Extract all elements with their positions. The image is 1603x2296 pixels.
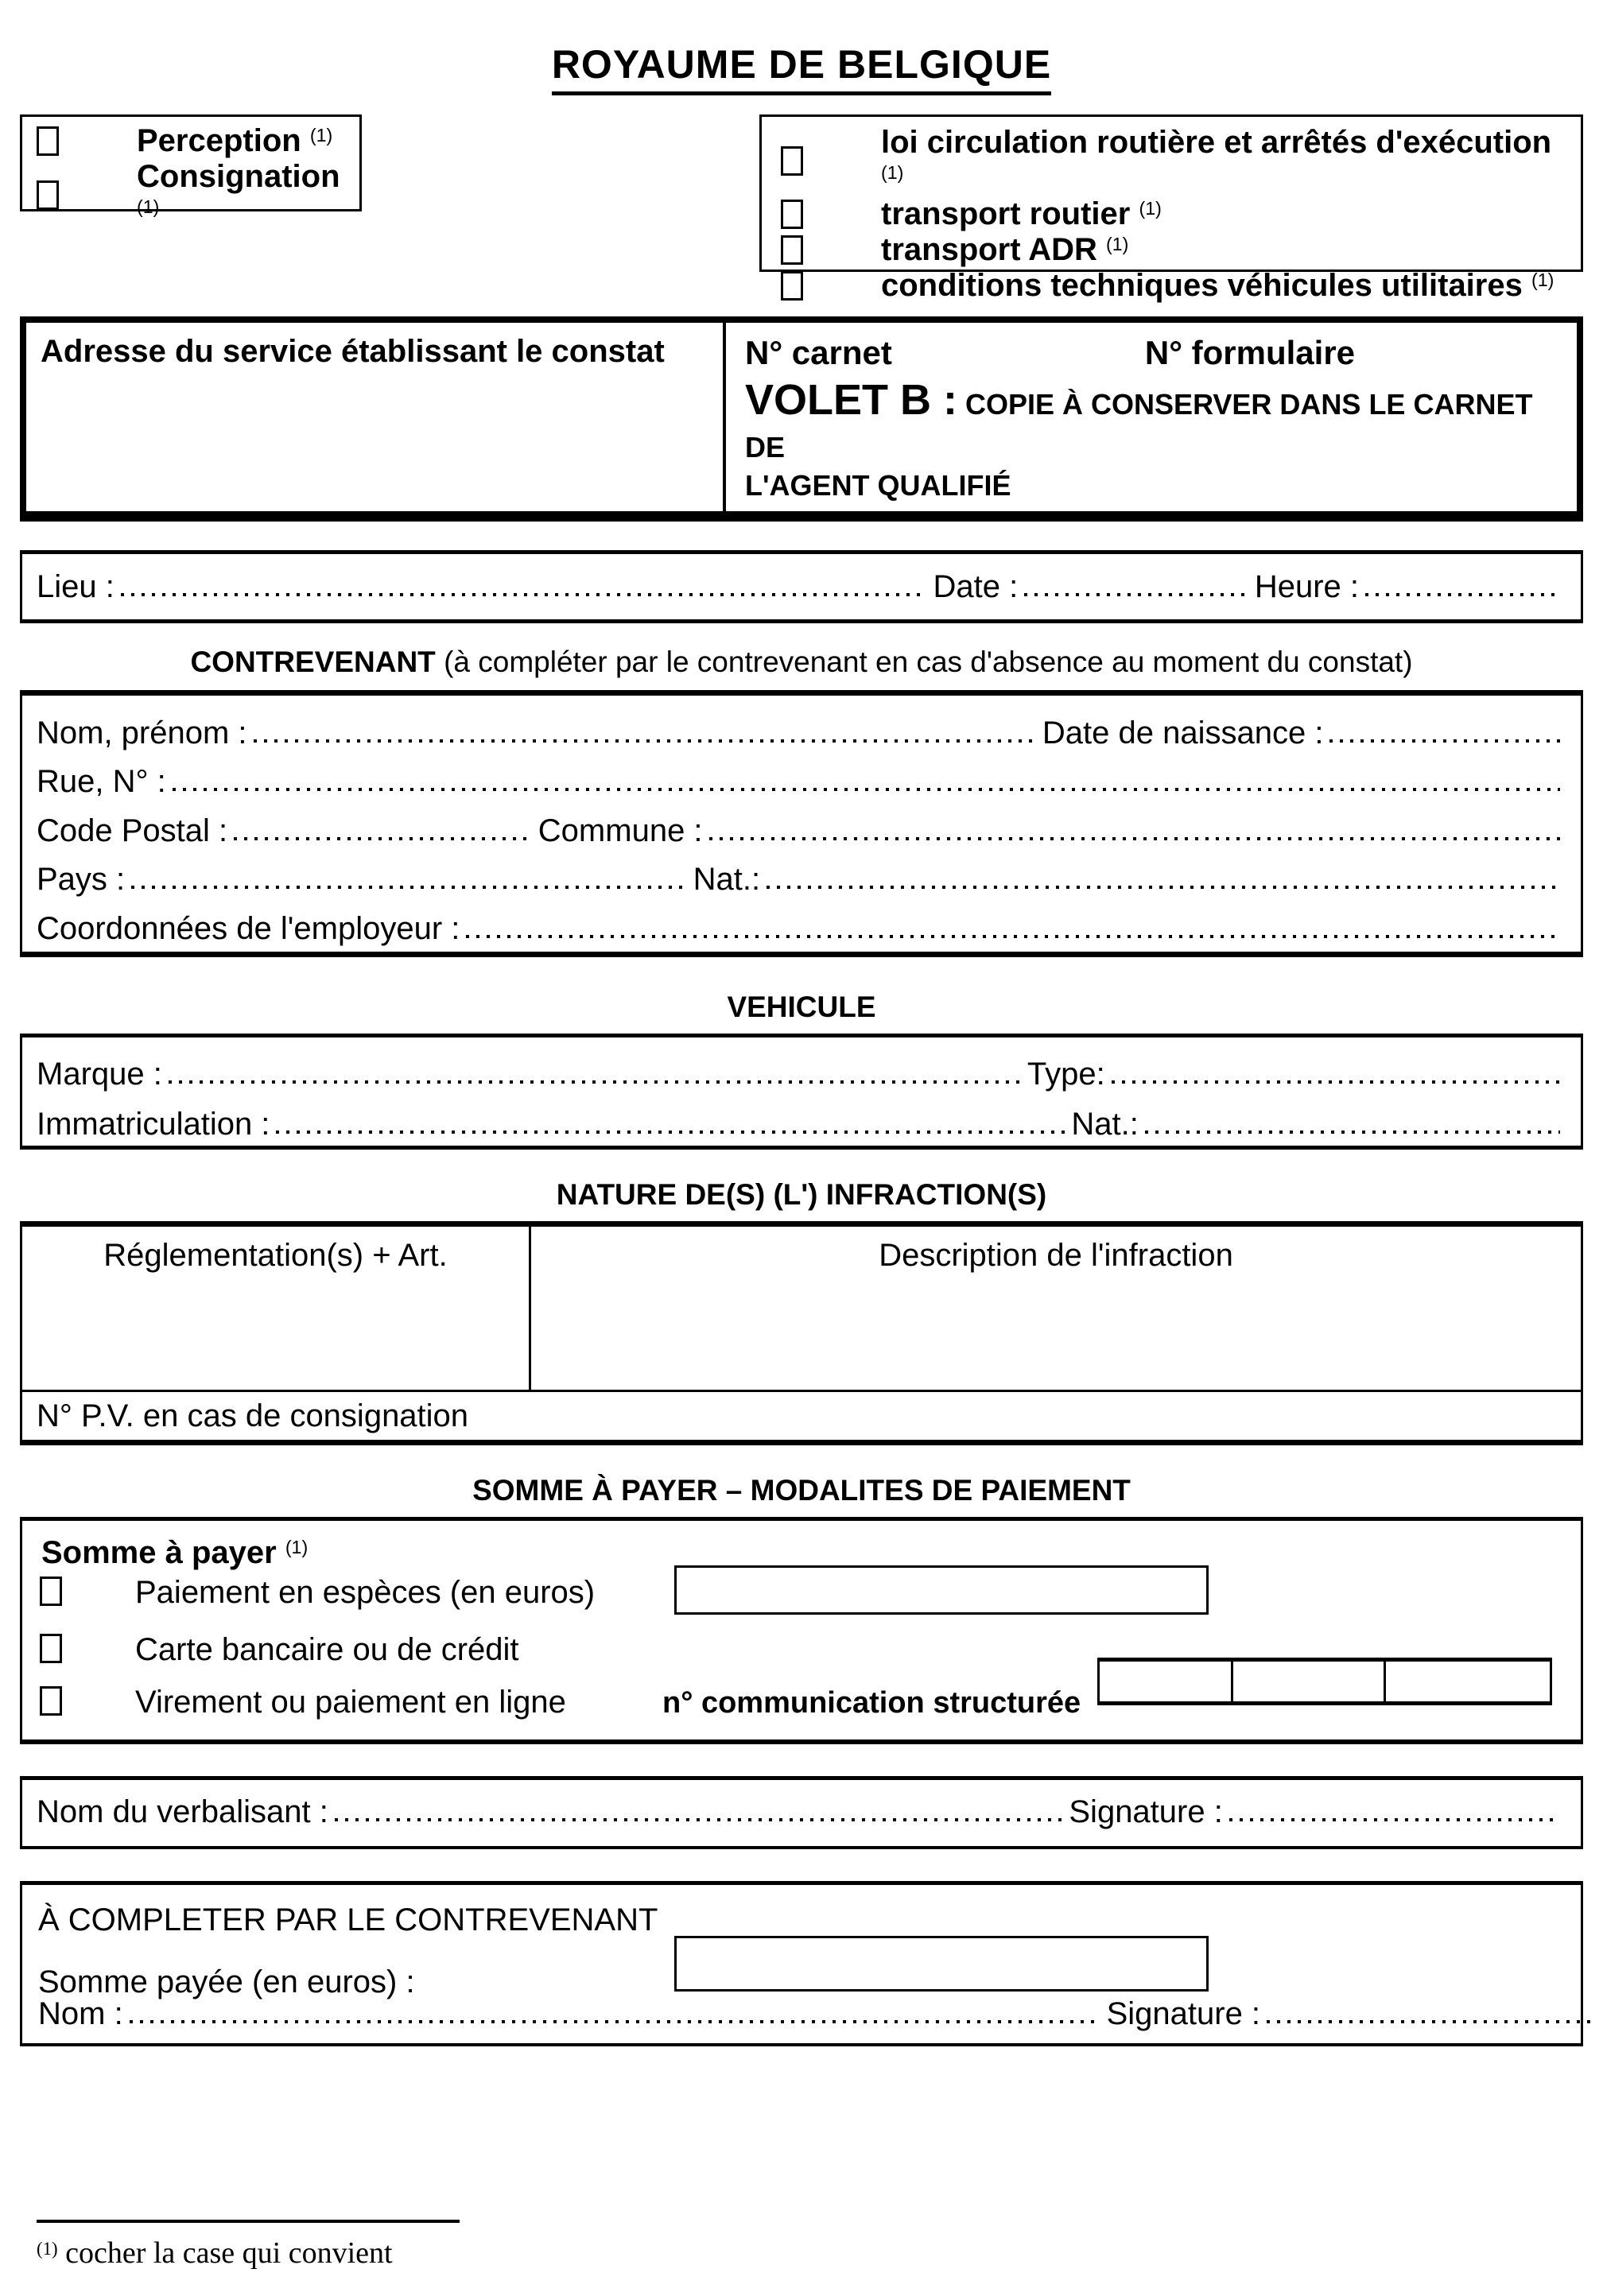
commune-label: Commune :	[538, 813, 703, 848]
circulation-label	[881, 125, 1581, 196]
consignation-checkbox[interactable]	[37, 180, 59, 210]
verbalisant-signature-label: Signature :	[1069, 1794, 1223, 1829]
infractions-table	[20, 1221, 1583, 1445]
type-field-line[interactable]	[1112, 1080, 1560, 1084]
infractions-heading: NATURE DE(S) (L') INFRACTION(S)	[556, 1178, 1047, 1211]
volet-b-text-line1: COPIE À CONSERVER DANS LE CARNET DE	[745, 388, 1533, 464]
nom-prenom-field-line[interactable]	[254, 739, 1036, 743]
perception-label	[137, 123, 332, 159]
especes-checkbox[interactable]	[40, 1577, 62, 1606]
immatriculation-row	[37, 1092, 1566, 1142]
cash-amount-box[interactable]	[674, 1565, 1209, 1615]
employeur-field-line[interactable]	[466, 935, 1560, 938]
carnet-cell	[726, 323, 1577, 511]
perception-option	[22, 123, 359, 159]
consignation-label	[137, 159, 359, 231]
naissance-label: Date de naissance :	[1042, 715, 1324, 750]
verbalisant-row	[37, 1794, 1566, 1830]
communication-number-boxes	[1097, 1658, 1552, 1705]
communication-cell-1[interactable]	[1100, 1662, 1231, 1701]
carnet-row	[745, 334, 1569, 372]
lieu-field-line[interactable]	[121, 593, 927, 596]
footnote-ref: (1)	[37, 2238, 58, 2259]
contrevenant-section-box	[20, 1881, 1583, 2046]
reglementation-column-header: Réglementation(s) + Art.	[103, 1238, 448, 1273]
perception-consignation-box	[20, 114, 362, 218]
pv-number-label: N° P.V. en cas de consignation	[37, 1398, 469, 1433]
paiement-heading: SOMME À PAYER – MODALITES DE PAIEMENT	[472, 1474, 1131, 1507]
marque-label: Marque :	[37, 1057, 162, 1092]
volet-b-text-line2: L'AGENT QUALIFIÉ	[745, 468, 1011, 502]
nom-prenom-row	[37, 702, 1566, 751]
nationalite-field-line[interactable]	[767, 886, 1560, 889]
heure-field-line[interactable]	[1365, 593, 1560, 596]
transport-adr-label-text: transport ADR	[881, 232, 1097, 267]
pays-field-line[interactable]	[131, 886, 687, 889]
law-option-circulation	[762, 125, 1581, 196]
contrevenant-section-heading: À COMPLETER PAR LE CONTREVENANT	[38, 1902, 658, 1937]
somme-payee-box[interactable]	[674, 1936, 1209, 1992]
carnet-number-label: N° carnet	[745, 334, 892, 371]
heure-label: Heure :	[1254, 569, 1360, 604]
vehicule-heading: VEHICULE	[727, 991, 876, 1023]
volet-b-label: VOLET B :	[745, 376, 957, 424]
circulation-label-text: loi circulation routière et arrêtés d'exécution	[881, 125, 1552, 160]
immatriculation-label: Immatriculation :	[37, 1107, 270, 1142]
employeur-row	[37, 898, 1566, 947]
law-option-transport-routier	[762, 196, 1581, 232]
verbalisant-nom-field-line[interactable]	[335, 1818, 1063, 1821]
employeur-label: Coordonnées de l'employeur :	[37, 910, 460, 946]
consignation-label-text: Consignation	[137, 159, 340, 194]
rue-field-line[interactable]	[173, 788, 1560, 791]
formulaire-number-label: N° formulaire	[1144, 334, 1356, 371]
somme-payee-label: Somme payée (en euros) :	[38, 1964, 415, 1999]
vehicule-nat-label: Nat.:	[1071, 1107, 1139, 1142]
pays-label: Pays :	[37, 862, 126, 898]
consignation-option	[22, 159, 359, 231]
especes-label: Paiement en espèces (en euros)	[135, 1575, 596, 1610]
communication-cell-3[interactable]	[1384, 1662, 1550, 1701]
circulation-checkbox[interactable]	[781, 146, 803, 176]
lieu-label: Lieu :	[37, 569, 114, 604]
conditions-techniques-label-text: conditions techniques véhicules utilitaires	[881, 268, 1523, 303]
vehicule-box	[20, 1034, 1583, 1150]
contrevenant-signature-field-line[interactable]	[1267, 2020, 1590, 2023]
transport-routier-checkbox[interactable]	[781, 200, 803, 229]
contrevenant-nom-label: Nom :	[38, 1996, 123, 2031]
code-postal-field-line[interactable]	[234, 837, 532, 840]
conditions-techniques-label	[881, 268, 1554, 304]
footnote-ref: (1)	[881, 162, 904, 184]
rue-label: Rue, N° :	[37, 764, 166, 800]
marque-row	[37, 1042, 1566, 1092]
communication-structuree-label: n° communication structurée	[662, 1686, 1081, 1720]
marque-field-line[interactable]	[169, 1080, 1021, 1084]
transport-routier-label-text: transport routier	[881, 196, 1131, 231]
date-label: Date :	[933, 569, 1019, 604]
communication-cell-2[interactable]	[1231, 1662, 1384, 1701]
footnote-ref: (1)	[137, 196, 160, 218]
naissance-field-line[interactable]	[1329, 739, 1560, 743]
location-row	[37, 568, 1566, 605]
pays-row	[37, 849, 1566, 898]
virement-label: Virement ou paiement en ligne	[135, 1685, 566, 1720]
law-type-box	[759, 114, 1583, 303]
immatriculation-field-line[interactable]	[276, 1131, 1065, 1134]
paiement-box	[20, 1517, 1583, 1744]
pv-number-row[interactable]	[22, 1392, 1581, 1440]
service-address-cell[interactable]	[26, 323, 726, 511]
carte-label: Carte bancaire ou de crédit	[135, 1632, 519, 1667]
page-title: ROYAUME DE BELGIQUE	[552, 41, 1051, 95]
transport-adr-checkbox[interactable]	[781, 235, 803, 265]
nationalite-label: Nat.:	[693, 862, 761, 898]
contrevenant-signature-label: Signature :	[1106, 1996, 1261, 2031]
contrevenant-heading	[20, 646, 1583, 679]
transport-adr-label	[881, 232, 1128, 268]
vehicule-nat-field-line[interactable]	[1145, 1131, 1560, 1134]
code-postal-row	[37, 800, 1566, 849]
location-box	[20, 550, 1583, 623]
code-postal-label: Code Postal :	[37, 813, 228, 848]
somme-a-payer-label-text: Somme à payer	[41, 1535, 277, 1570]
description-column[interactable]	[531, 1227, 1581, 1390]
virement-checkbox[interactable]	[40, 1686, 62, 1716]
footnote-text-content: cocher la case qui convient	[65, 2236, 393, 2270]
rue-row	[37, 751, 1566, 801]
law-option-conditions-techniques	[762, 268, 1581, 304]
commune-field-line[interactable]	[709, 837, 1560, 840]
description-column-header: Description de l'infraction	[879, 1238, 1233, 1273]
law-option-transport-adr	[762, 232, 1581, 268]
somme-a-payer-label	[41, 1535, 308, 1571]
footnote-ref: (1)	[1105, 234, 1129, 255]
nom-prenom-label: Nom, prénom :	[37, 715, 247, 750]
footnote-ref: (1)	[285, 1537, 309, 1558]
volet-b-title	[745, 372, 1569, 509]
infractions-table-body	[22, 1227, 1581, 1392]
service-box	[20, 316, 1583, 522]
footnote	[37, 2220, 460, 2271]
transport-routier-label	[881, 196, 1162, 232]
footnote-text	[37, 2236, 460, 2271]
verbalisant-signature-field-line[interactable]	[1229, 1818, 1560, 1821]
verbalisant-box	[20, 1776, 1583, 1849]
contrevenant-nom-row	[38, 1995, 1597, 2032]
footnote-ref: (1)	[1531, 270, 1554, 291]
carte-checkbox[interactable]	[40, 1634, 62, 1663]
verbalisant-nom-label: Nom du verbalisant :	[37, 1794, 328, 1829]
perception-checkbox[interactable]	[37, 126, 59, 156]
reglementation-column[interactable]	[22, 1227, 531, 1390]
footnote-separator	[37, 2220, 460, 2223]
contrevenant-heading-title: CONTREVENANT	[190, 646, 436, 678]
conditions-techniques-checkbox[interactable]	[781, 271, 803, 301]
contrevenant-box	[20, 690, 1583, 957]
perception-label-text: Perception	[137, 123, 301, 158]
contrevenant-nom-field-line[interactable]	[130, 2020, 1100, 2023]
contrevenant-heading-note: (à compléter par le contrevenant en cas d'absence au moment du constat)	[444, 646, 1413, 678]
top-options-row	[20, 114, 1583, 303]
footnote-ref: (1)	[1139, 198, 1162, 219]
footnote-ref: (1)	[309, 125, 333, 146]
date-field-line[interactable]	[1024, 593, 1248, 596]
service-address-label: Adresse du service établissant le constat	[41, 334, 665, 369]
type-label: Type:	[1027, 1057, 1105, 1092]
